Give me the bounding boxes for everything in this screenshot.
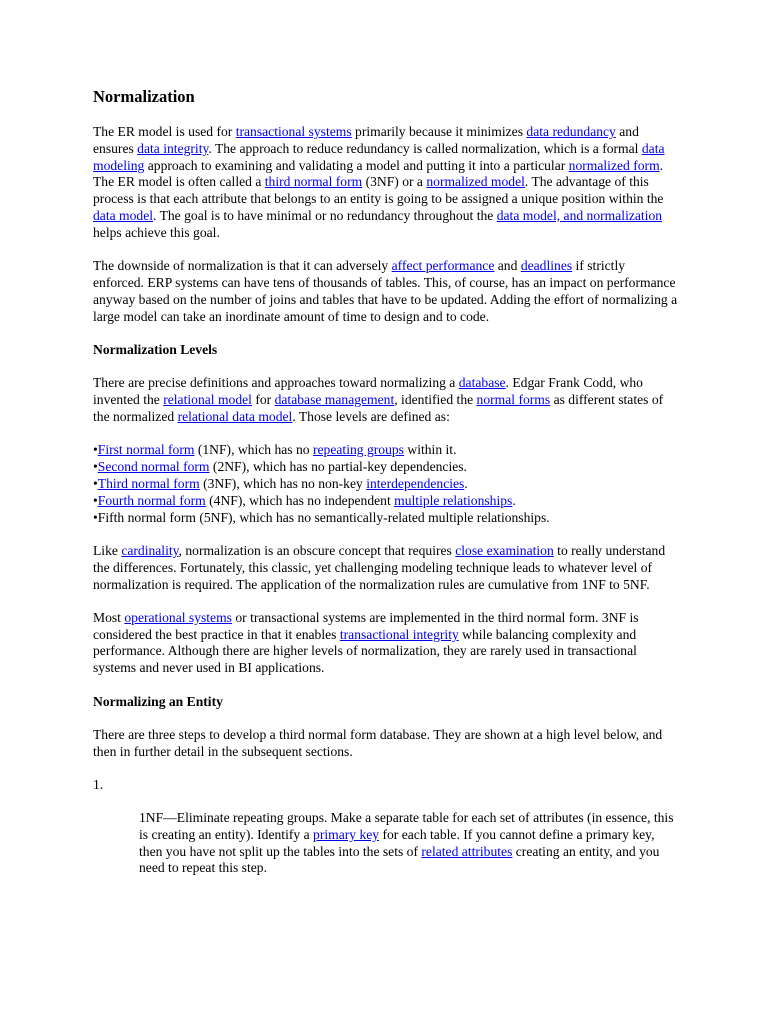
text-run: , identified the <box>394 392 477 408</box>
text-run: . The goal is to have minimal or no redundancy throughout the <box>153 207 497 223</box>
link-close-examination[interactable]: close examination <box>455 542 554 558</box>
downside-paragraph <box>93 258 678 325</box>
link-deadlines[interactable]: deadlines <box>520 258 573 274</box>
link-normal-forms[interactable]: normal forms <box>476 392 551 408</box>
text-run: to really understand the differences. Fortunately, this classic, yet challenging modeling technique leads to whatever level of normalization is required. The application of the normalization rules are cumulative from 1NF to 5NF. <box>93 542 666 592</box>
link-data-integrity[interactable]: data integrity <box>137 140 209 156</box>
text-run: while balancing complexity and performance. Although there are higher levels of normalization, they are rarely used in transactional systems and never used in BI applications. <box>93 626 637 676</box>
text-run: . Those levels are defined as: <box>292 408 450 424</box>
text-run: . The approach to reduce redundancy is called normalization, which is a formal <box>208 140 642 156</box>
text-run: (3NF) or a <box>362 174 427 190</box>
link-data-modeling[interactable]: data modeling <box>93 140 665 173</box>
text-run: primarily because it minimizes <box>351 124 527 139</box>
text-run: . The ER model is often called a <box>93 157 664 190</box>
text-run: helps achieve this goal. <box>93 224 220 240</box>
link-transactional-systems[interactable]: transactional systems <box>235 124 352 139</box>
link-primary-key[interactable]: primary key <box>313 826 380 842</box>
three-steps-paragraph: There are three steps to develop a third normal form database. They are shown at a high level below, and then in further detail in the subsequent sections. <box>93 727 663 759</box>
page-title: Normalization <box>93 87 195 106</box>
bullet: • <box>93 459 98 475</box>
link-normalized-model[interactable]: normalized model <box>426 174 525 190</box>
section-heading-normalizing-an-entity: Normalizing an Entity <box>93 693 223 709</box>
intro-paragraph <box>93 124 678 242</box>
levels-intro-paragraph <box>93 375 678 425</box>
text-run: , normalization is an obscure concept that requires <box>178 542 456 558</box>
step-number: 1. <box>93 777 104 793</box>
link-data-model[interactable]: data model <box>93 207 154 223</box>
link-transactional-integrity[interactable]: transactional integrity <box>339 626 459 642</box>
link-data-model-and-normalization[interactable]: data model, and normalization <box>496 207 663 223</box>
section-heading-normalization-levels: Normalization Levels <box>93 341 218 357</box>
text-run: if strictly enforced. ERP systems can have tens of thousands of tables. This, of course, has an impact on performance anyway based on the number of joins and tables that have to be updated. Adding the effort of normalizing a large model can take an inordinate amount of time to design and to code. <box>93 258 678 324</box>
link-interdependencies[interactable]: interdependencies <box>366 475 465 491</box>
text-run: (2NF), which has no partial-key dependencies. <box>209 459 467 475</box>
link-second-normal-form[interactable]: Second normal form <box>97 459 210 475</box>
text-run: or transactional systems are implemented in the third normal form. 3NF is considered the best practice in that it enables <box>93 609 639 642</box>
text-run: within it. <box>403 442 457 458</box>
bullet: • <box>93 475 98 491</box>
link-fourth-normal-form[interactable]: Fourth normal form <box>97 492 206 508</box>
link-repeating-groups[interactable]: repeating groups <box>313 442 404 458</box>
cardinality-paragraph <box>93 543 678 593</box>
text-run: There are precise definitions and approaches toward normalizing a <box>93 375 459 391</box>
list-item <box>93 459 678 476</box>
link-relational-model[interactable]: relational model <box>163 392 252 408</box>
bullet: • <box>93 509 98 525</box>
link-data-redundancy[interactable]: data redundancy <box>526 124 616 139</box>
bullet: • <box>93 492 98 508</box>
text-run: (4NF), which has no independent <box>205 492 395 508</box>
list-item <box>93 493 678 510</box>
text-run: approach to examining and validating a model and putting it into a particular <box>144 157 569 173</box>
text-run: . Edgar Frank Codd, who invented the <box>93 375 643 408</box>
text-run: creating an entity, and you need to repeat this step. <box>139 843 660 876</box>
link-affect-performance[interactable]: affect performance <box>391 258 495 274</box>
text-run: . <box>464 475 468 491</box>
text-run: as different states of the normalized <box>93 392 664 424</box>
text-run: for each table. If you cannot define a primary key, then you have not split up the tables into the sets of <box>139 826 655 859</box>
link-first-normal-form[interactable]: First normal form <box>97 442 195 458</box>
text-run: Like <box>93 542 122 558</box>
text-run: Fifth normal form (5NF), which has no semantically-related multiple relationships. <box>97 509 550 525</box>
list-item <box>93 442 678 459</box>
link-database-management[interactable]: database management <box>274 392 395 408</box>
text-run: The ER model is used for <box>93 124 236 139</box>
text-run: . <box>512 492 516 508</box>
normal-forms-list <box>93 442 678 526</box>
link-relational-data-model[interactable]: relational data model <box>177 408 293 424</box>
text-run: The downside of normalization is that it can adversely <box>93 258 392 274</box>
link-database[interactable]: database <box>458 375 506 391</box>
text-run: Most <box>93 609 125 625</box>
link-related-attributes[interactable]: related attributes <box>421 843 513 859</box>
link-third-normal-form-list[interactable]: Third normal form <box>97 475 200 491</box>
text-run: (3NF), which has no non-key <box>199 475 367 491</box>
step-1nf-paragraph <box>139 810 679 877</box>
link-normalized-form[interactable]: normalized form <box>568 157 660 173</box>
list-item <box>93 476 678 493</box>
text-run: and <box>494 258 521 274</box>
text-run: (1NF), which has no <box>194 442 313 458</box>
link-cardinality[interactable]: cardinality <box>121 542 179 558</box>
bullet: • <box>93 442 98 458</box>
link-operational-systems[interactable]: operational systems <box>124 609 232 625</box>
text-run: . The advantage of this process is that each attribute that belongs to an entity is going to be assigned a unique position within the <box>93 174 664 207</box>
text-run: for <box>251 392 275 408</box>
link-third-normal-form[interactable]: third normal form <box>264 174 363 190</box>
link-multiple-relationships[interactable]: multiple relationships <box>394 492 513 508</box>
text-run: 1NF—Eliminate repeating groups. Make a separate table for each set of attributes (in essence, this is creating an entity). Identify a <box>139 810 674 842</box>
list-item <box>93 510 678 527</box>
operational-systems-paragraph <box>93 610 678 677</box>
text-run: and ensures <box>93 124 639 156</box>
document-body <box>93 86 678 877</box>
